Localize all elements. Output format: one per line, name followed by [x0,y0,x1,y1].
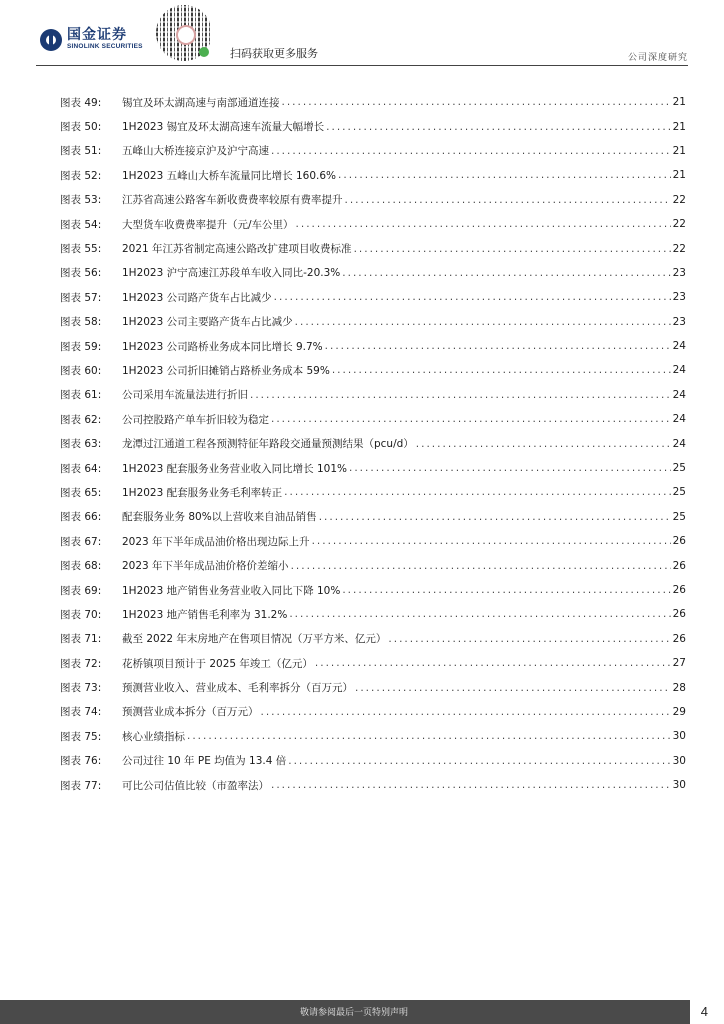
chart-index-list [60,90,686,797]
toc-entry-page: 23 [672,315,686,328]
toc-entry[interactable] [60,480,686,504]
toc-leader-dots [325,340,671,352]
toc-entry-title: 1H2023 五峰山大桥车流量同比增长 160.6% [122,169,337,182]
toc-entry-page: 26 [672,559,686,572]
toc-entry-page: 30 [672,730,686,743]
toc-entry-title: 大型货车收费费率提升（元/车公里） [122,218,294,231]
toc-leader-dots [289,608,670,620]
document-type: 公司深度研究 [627,53,688,63]
toc-leader-dots [271,779,671,791]
toc-entry-page: 26 [672,608,686,621]
toc-entry[interactable] [60,773,686,797]
toc-leader-dots [250,389,671,401]
toc-entry-label: 图表 51: [60,145,102,158]
toc-entry[interactable] [60,383,686,407]
disclaimer-notice: 敬请参阅最后一页特别声明 [300,1008,409,1018]
toc-entry-label: 图表 53: [60,194,102,207]
toc-entry-label: 图表 74: [60,706,102,719]
toc-entry-title: 公司控股路产单车折旧较为稳定 [122,413,269,426]
toc-entry-page: 23 [672,291,686,304]
toc-entry[interactable] [60,236,686,260]
toc-entry-title: 可比公司估值比较（市盈率法） [122,779,269,792]
toc-entry-label: 图表 72: [60,657,102,670]
toc-entry-label: 图表 71: [60,633,102,646]
toc-entry-label: 图表 68: [60,560,102,573]
toc-entry-page: 27 [672,657,686,670]
toc-entry-title: 1H2023 配套服务业务毛利率转正 [122,486,283,499]
toc-entry-page: 25 [672,486,686,499]
toc-entry-page: 30 [672,754,686,767]
toc-leader-dots [354,243,671,255]
toc-entry-title: 1H2023 沪宁高速江苏段单车收入同比-20.3% [122,267,341,280]
toc-entry-title: 龙潭过江通道工程各预测特征年路段交通量预测结果（pcu/d） [122,438,414,451]
toc-entry-page: 24 [672,437,686,450]
toc-entry-label: 图表 56: [60,267,102,280]
toc-leader-dots [295,316,671,328]
header-divider [36,65,688,66]
toc-entry-label: 图表 67: [60,535,102,548]
toc-entry[interactable] [60,749,686,773]
toc-entry[interactable] [60,627,686,651]
toc-leader-dots [261,706,671,718]
toc-entry[interactable] [60,114,686,138]
toc-entry-page: 22 [672,218,686,231]
toc-entry-page: 25 [672,510,686,523]
qr-badge-icon [199,47,209,57]
scan-prompt: 扫码获取更多服务 [230,47,318,60]
toc-entry-label: 图表 70: [60,608,102,621]
toc-entry[interactable] [60,163,686,187]
toc-entry-page: 26 [672,632,686,645]
toc-entry-title: 1H2023 配套服务业务营业收入同比增长 101% [122,462,347,475]
toc-entry-title: 核心业绩指标 [122,730,185,743]
toc-entry[interactable] [60,261,686,285]
toc-entry-page: 30 [672,779,686,792]
toc-entry-label: 图表 60: [60,364,102,377]
toc-entry-title: 1H2023 公司主要路产货车占比减少 [122,316,293,329]
toc-leader-dots [271,145,671,157]
toc-entry[interactable] [60,358,686,382]
toc-entry[interactable] [60,407,686,431]
toc-entry-title: 1H2023 公司折旧摊销占路桥业务成本 59% [122,364,330,377]
toc-leader-dots [416,438,671,450]
logo-text [67,28,143,51]
toc-entry-title: 截至 2022 年末房地产在售项目情况（万平方米、亿元） [122,633,387,646]
toc-entry-title: 1H2023 地产销售业务营业收入同比下降 10% [122,584,341,597]
toc-entry[interactable] [60,310,686,334]
toc-leader-dots [349,462,671,474]
toc-entry-label: 图表 52: [60,169,102,182]
toc-entry-title: 1H2023 地产销售毛利率为 31.2% [122,608,288,621]
toc-entry[interactable] [60,285,686,309]
toc-leader-dots [342,267,670,279]
toc-entry-label: 图表 65: [60,486,102,499]
toc-entry-label: 图表 64: [60,462,102,475]
toc-leader-dots [274,291,671,303]
toc-entry-label: 图表 58: [60,316,102,329]
toc-entry-label: 图表 76: [60,755,102,768]
toc-leader-dots [282,96,671,108]
toc-entry[interactable] [60,700,686,724]
toc-leader-dots [296,218,671,230]
toc-entry[interactable] [60,578,686,602]
toc-entry-label: 图表 63: [60,438,102,451]
toc-entry[interactable] [60,505,686,529]
toc-entry-title: 江苏省高速公路客车新收费费率较原有费率提升 [122,194,343,207]
toc-entry-label: 图表 54: [60,218,102,231]
toc-leader-dots [332,364,671,376]
logo-name-en: SINOLINK SECURITIES [67,43,143,50]
toc-leader-dots [288,755,670,767]
toc-entry-page: 21 [672,169,686,182]
toc-entry-page: 21 [672,96,686,109]
toc-entry-title: 1H2023 公司路产货车占比减少 [122,291,272,304]
toc-entry-title: 2021 年江苏省制定高速公路改扩建项目收费标准 [122,243,352,256]
toc-entry-label: 图表 49: [60,96,102,109]
toc-leader-dots [291,560,671,572]
toc-leader-dots [271,413,671,425]
qr-center-logo-icon [176,25,196,45]
toc-entry[interactable] [60,212,686,236]
sinolink-logo-icon [40,29,62,51]
toc-entry-page: 21 [672,144,686,157]
toc-entry[interactable] [60,602,686,626]
toc-leader-dots [345,194,671,206]
toc-entry-title: 五峰山大桥连接京沪及沪宁高速 [122,145,269,158]
toc-entry-title: 预测营业成本拆分（百万元） [122,706,259,719]
toc-entry-page: 26 [672,584,686,596]
toc-entry[interactable] [60,675,686,699]
toc-entry[interactable] [60,553,686,577]
toc-entry-page: 24 [672,364,686,377]
toc-entry-title: 2023 年下半年成品油价格价差缩小 [122,560,289,573]
toc-leader-dots [338,169,671,181]
toc-entry-label: 图表 61: [60,389,102,402]
toc-entry-label: 图表 59: [60,340,102,353]
toc-entry-title: 锡宜及环太湖高速与南部通道连接 [122,96,280,109]
toc-entry-page: 24 [672,340,686,353]
toc-leader-dots [312,535,671,547]
toc-entry-title: 预测营业收入、营业成本、毛利率拆分（百万元） [122,682,353,695]
toc-entry-page: 22 [672,193,686,206]
toc-entry-label: 图表 55: [60,243,102,256]
toc-entry[interactable] [60,529,686,553]
sinolink-logo [40,28,143,51]
toc-entry[interactable] [60,188,686,212]
toc-entry-page: 28 [672,681,686,694]
toc-entry[interactable] [60,456,686,480]
toc-leader-dots [326,121,670,133]
toc-entry[interactable] [60,90,686,114]
toc-leader-dots [388,633,670,645]
toc-entry-label: 图表 62: [60,413,102,426]
toc-entry-title: 公司过往 10 年 PE 均值为 13.4 倍 [122,755,287,768]
toc-entry-page: 22 [672,242,686,255]
toc-entry-page: 23 [672,266,686,279]
toc-leader-dots [284,486,670,498]
toc-entry-title: 1H2023 锡宜及环太湖高速车流量大幅增长 [122,121,325,134]
toc-entry-label: 图表 77: [60,779,102,792]
page-header [0,0,724,66]
toc-entry[interactable] [60,431,686,455]
toc-entry-page: 21 [672,120,686,133]
page-number: 4 [700,1004,708,1019]
logo-name-cn: 国金证券 [67,27,127,43]
toc-entry-title: 花桥镇项目预计于 2025 年竣工（亿元） [122,657,313,670]
footer-bar [0,1000,690,1024]
toc-entry-page: 25 [672,462,686,475]
toc-entry[interactable] [60,651,686,675]
toc-entry-label: 图表 57: [60,291,102,304]
toc-entry-label: 图表 73: [60,682,102,695]
toc-entry-title: 1H2023 公司路桥业务成本同比增长 9.7% [122,340,323,353]
toc-leader-dots [315,657,671,669]
toc-leader-dots [187,730,671,742]
toc-entry-page: 29 [672,705,686,718]
toc-entry-page: 24 [672,388,686,401]
toc-entry-page: 26 [672,535,686,548]
toc-entry-title: 2023 年下半年成品油价格出现边际上升 [122,535,310,548]
toc-entry-label: 图表 66: [60,511,102,524]
toc-entry-title: 公司采用车流量法进行折旧 [122,389,248,402]
toc-entry-title: 配套服务业务 80%以上营收来自油品销售 [122,511,317,524]
toc-entry[interactable] [60,139,686,163]
toc-entry-label: 图表 75: [60,730,102,743]
toc-leader-dots [319,511,671,523]
toc-entry-page: 24 [672,413,686,426]
toc-entry-label: 图表 69: [60,584,102,597]
toc-leader-dots [355,682,671,694]
toc-entry[interactable] [60,334,686,358]
toc-entry[interactable] [60,724,686,748]
toc-entry-label: 图表 50: [60,121,102,134]
toc-leader-dots [342,584,670,596]
